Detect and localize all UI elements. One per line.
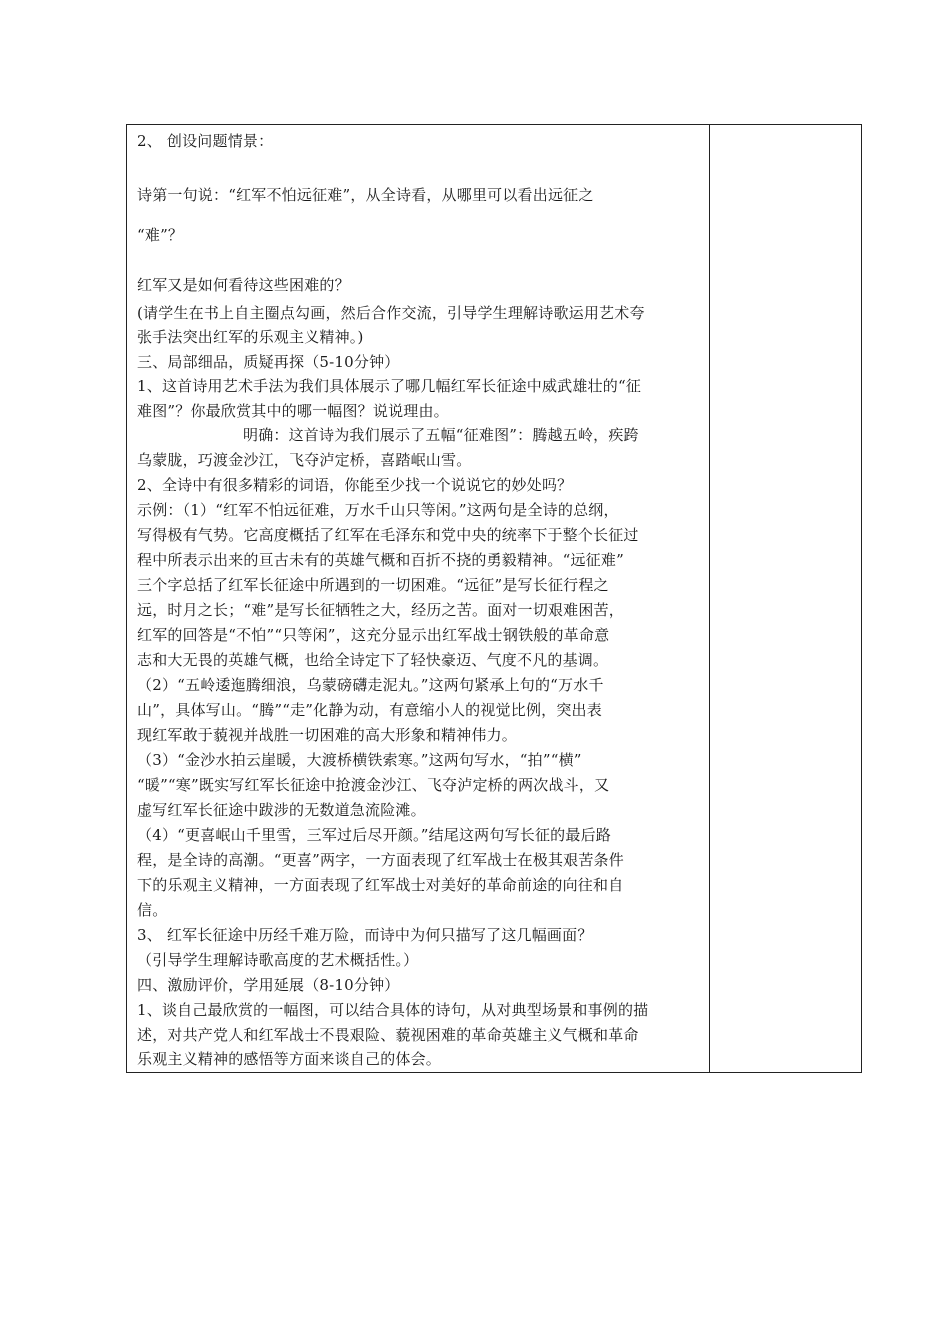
text-line: 虚写红军长征途中跋涉的无数道急流险滩。 [137, 801, 426, 819]
section-heading: 四、激励评价，学用延展（8-10分钟） [137, 976, 400, 994]
text-line: 述，对共产党人和红军战士不畏艰险、藐视困难的革命英雄主义气概和革命 [137, 1026, 639, 1044]
text-line: 诗第一句说：“红军不怕远征难”，从全诗看，从哪里可以看出远征之 [137, 186, 594, 204]
text-line: 远，时月之长；“难”是写长征牺牲之大，经历之苦。面对一切艰难困苦， [137, 601, 624, 619]
text-line: 山”，具体写山。“腾”“走”化静为动，有意缩小人的视觉比例，突出表 [137, 701, 602, 719]
section-heading: 三、局部细品，质疑再探（5-10分钟） [137, 353, 400, 371]
text-line: 1、谈自己最欣赏的一幅图，可以结合具体的诗句，从对典型场景和事例的描 [137, 1001, 649, 1019]
text-line: “难”？ [137, 226, 184, 244]
text-line: 3、 红军长征途中历经千难万险，而诗中为何只描写了这几幅画面？ [137, 926, 593, 944]
text-line: 张手法突出红军的乐观主义精神。) [137, 328, 364, 346]
text-line: （3）“金沙水拍云崖暖，大渡桥横铁索寒。”这两句写水，“拍”“横” [137, 751, 582, 769]
text-line: 写得极有气势。它高度概括了红军在毛泽东和党中央的统率下于整个长征过 [137, 526, 639, 544]
text-line: （引导学生理解诗歌高度的艺术概括性。） [137, 951, 419, 969]
text-line: 三个字总括了红军长征途中所遇到的一切困难。“远征”是写长征行程之 [137, 576, 609, 594]
lesson-table [126, 124, 862, 1073]
text-line: 红军的回答是“不怕”“只等闲”，这充分显示出红军战士钢铁般的革命意 [137, 626, 610, 644]
text-line: 现红军敢于藐视并战胜一切困难的高大形象和精神伟力。 [137, 726, 518, 744]
text-line: （2）“五岭逶迤腾细浪，乌蒙磅礴走泥丸。”这两句紧承上句的“万水千 [137, 676, 604, 694]
text-line: 示例：（1）“红军不怕远征难，万水千山只等闲。”这两句是全诗的总纲， [137, 501, 619, 519]
text-line: 乐观主义精神的感悟等方面来谈自己的体会。 [137, 1050, 442, 1068]
text-line: 程，是全诗的高潮。“更喜”两字，一方面表现了红军战士在极其艰苦条件 [137, 851, 624, 869]
text-line: 2、全诗中有很多精彩的词语，你能至少找一个说说它的妙处吗？ [137, 476, 573, 494]
text-line: 2、 创设问题情景： [137, 132, 274, 150]
text-line: 明确：这首诗为我们展示了五幅“征难图”：腾越五岭，疾跨 [243, 426, 639, 444]
text-line: 程中所表示出来的亘古未有的英雄气概和百折不挠的勇毅精神。“远征难” [137, 551, 624, 569]
text-line: 1、这首诗用艺术手法为我们具体展示了哪几幅红军长征途中威武雄壮的“征 [137, 377, 642, 395]
text-line: 下的乐观主义精神，一方面表现了红军战士对美好的革命前途的向往和自 [137, 876, 624, 894]
text-line: “暖”“寒”既实写红军长征途中抢渡金沙江、飞夺泸定桥的两次战斗，又 [137, 776, 610, 794]
text-line: （4）“更喜岷山千里雪，三军过后尽开颜。”结尾这两句写长征的最后路 [137, 826, 611, 844]
text-line: 乌蒙胧，巧渡金沙江，飞夺泸定桥，喜踏岷山雪。 [137, 451, 472, 469]
text-line: 难图”？你最欣赏其中的哪一幅图？说说理由。 [137, 402, 449, 420]
text-line: 志和大无畏的英雄气概，也给全诗定下了轻快豪迈、气度不凡的基调。 [137, 651, 609, 669]
text-line: (请学生在书上自主圈点勾画，然后合作交流，引导学生理解诗歌运用艺术夸 [137, 304, 645, 322]
text-line: 信。 [137, 901, 168, 919]
column-divider [709, 125, 710, 1072]
text-line: 红军又是如何看待这些困难的？ [137, 276, 350, 294]
